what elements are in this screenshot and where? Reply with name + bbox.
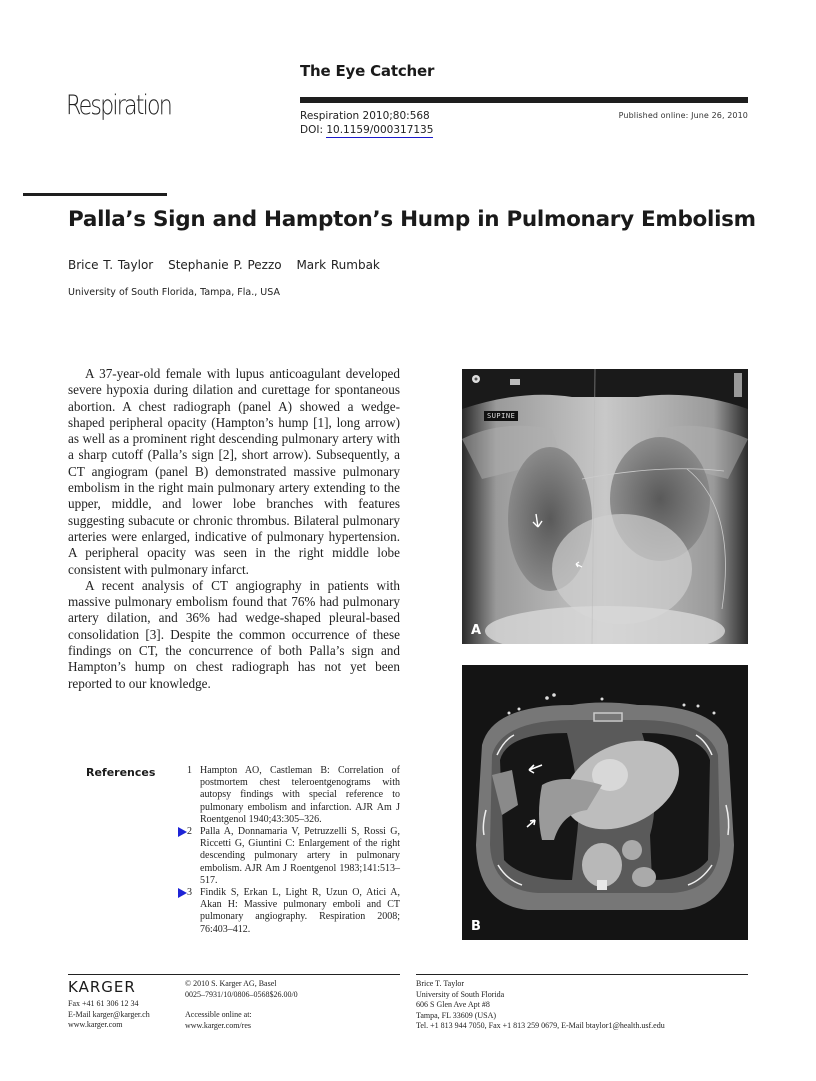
header-rule [300, 97, 748, 103]
reference-text: Hampton AO, Castleman B: Correlation of postmortem chest teleroentgenograms with autopsy findings with special reference to pulmonary embolism and infarction. AJR Am J Roentgenol 1940;43:305–326. [200, 765, 400, 825]
publisher-logo: KARGER [68, 978, 136, 996]
publisher-email[interactable]: E-Mail karger@karger.ch [68, 1009, 150, 1019]
reference-item [178, 765, 400, 826]
article-body [68, 366, 400, 692]
reference-item [178, 887, 400, 936]
reference-number: 1 [187, 765, 192, 776]
reference-item [178, 826, 400, 887]
correspondence-contact: Tel. +1 813 944 7050, Fax +1 813 259 0679, E-Mail btaylor1@health.usf.edu [416, 1021, 665, 1030]
correspondence-institution: University of South Florida [416, 989, 505, 999]
online-access-label: Accessible online at: [185, 1010, 252, 1019]
issn-code: 0025–7931/10/0806–0568$26.00/0 [185, 989, 298, 999]
reference-link-arrow-icon[interactable] [178, 888, 187, 898]
affiliation: University of South Florida, Tampa, Fla., USA [68, 287, 280, 298]
radiograph-position-tag: SUPINE [484, 411, 518, 421]
publisher-website[interactable]: www.karger.com [68, 1020, 123, 1029]
body-paragraph: A 37-year-old female with lupus anticoagulant developed severe hypoxia during dilation and curettage for spontaneous abortion. A chest radiograph (panel A) showed a wedge-shaped peripheral opacity (Hampton’s hump [1], long arrow) as well as a prominent right descending pulmonary artery with a sharp cutoff (Palla’s sign [2], short arrow). Subsequently, a CT angiogram (panel B) demonstrated massive pulmonary embolism in the right main pulmonary artery extending to the upper, middle, and lower lobe branches with features suggesting subacute or chronic thrombus. Bilateral pulmonary arteries were enlarged, indicative of pulmonary hypertension. A peripheral opacity was seen in the right middle lobe consistent with pulmonary infarct. [68, 366, 400, 577]
copyright-notice: © 2010 S. Karger AG, Basel [185, 979, 277, 988]
reference-number: 3 [187, 887, 192, 899]
author-list [68, 258, 380, 272]
body-paragraph: A recent analysis of CT angiography in patients with massive pulmonary embolism found that 76% had pulmonary artery dilation, and 36% had wedge-shaped pleural-based consolidation [3]. Despite the common occurrence of these findings on CT, the concurrence of both Palla’s sign and Hampton’s hump on chest radiograph has not yet been reported to our knowledge. [68, 577, 400, 691]
article-title: Palla’s Sign and Hampton’s Hump in Pulmonary Embolism [68, 207, 756, 232]
correspondence-city: Tampa, FL 33609 (USA) [416, 1010, 497, 1020]
author: Mark Rumbak [296, 258, 380, 272]
panel-label-a: A [471, 623, 482, 638]
title-accent-bar [23, 193, 167, 196]
references-list [178, 765, 400, 936]
publisher-fax: Fax +41 61 306 12 34 [68, 999, 139, 1008]
section-label: The Eye Catcher [300, 62, 435, 80]
ct-angiogram-image [462, 665, 748, 940]
online-access-block [185, 1010, 252, 1031]
figure-b-ct-angiogram [462, 665, 748, 940]
correspondence-street: 606 S Glen Ave Apt #8 [416, 1000, 490, 1009]
doi-line [300, 124, 433, 136]
citation: Respiration 2010;80:568 [300, 110, 430, 122]
panel-label-b: B [471, 919, 481, 934]
footer-rule-left [68, 974, 400, 975]
figure-a-chest-radiograph [462, 369, 748, 644]
published-online-date: Published online: June 26, 2010 [618, 111, 748, 120]
doi-link[interactable]: 10.1159/000317135 [326, 124, 434, 136]
reference-text: Findik S, Erkan L, Light R, Uzun O, Atici A, Akan H: Massive pulmonary emboli and CT pulmonary angiography. Respiration 2008; 76:403–412. [200, 887, 400, 935]
reference-link-arrow-icon[interactable] [178, 827, 187, 837]
reference-number: 2 [187, 826, 192, 838]
correspondence-name: Brice T. Taylor [416, 979, 465, 988]
copyright-block [185, 979, 298, 1000]
publisher-contact [68, 999, 150, 1031]
correspondence-address [416, 979, 665, 1032]
references-heading: References [86, 766, 156, 779]
footer-rule-right [416, 974, 748, 975]
doi-label: DOI: [300, 124, 327, 136]
author: Stephanie P. Pezzo [168, 258, 282, 272]
reference-text: Palla A, Donnamaria V, Petruzzelli S, Rossi G, Riccetti G, Giuntini C: Enlargement of the right descending pulmonary artery in pulmonary embolism. AJR Am J Roentgenol 1983;141:513–517. [200, 826, 400, 886]
journal-logo: Respiration [66, 90, 171, 121]
author: Brice T. Taylor [68, 258, 154, 272]
online-access-url[interactable]: www.karger.com/res [185, 1020, 251, 1030]
